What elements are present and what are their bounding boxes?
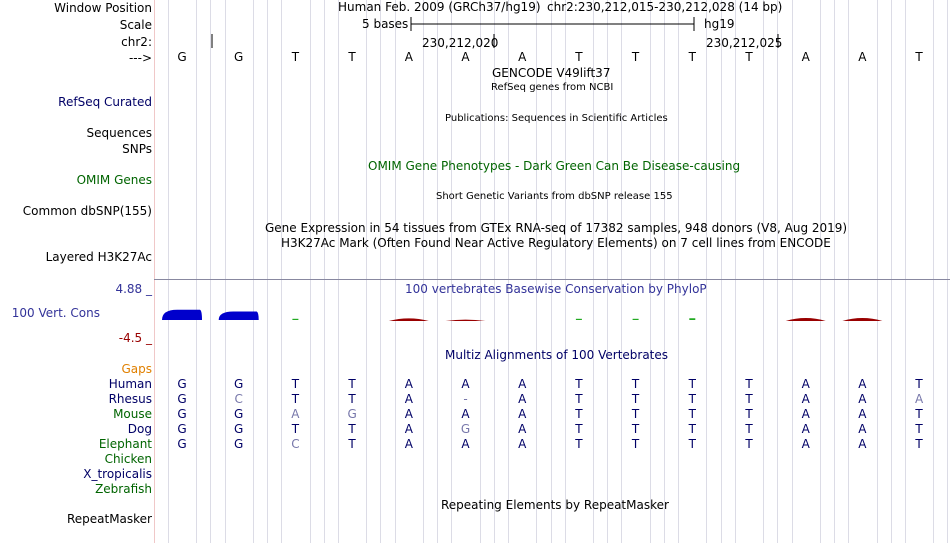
alignment-base: T	[575, 407, 583, 421]
alignment-base: T	[575, 437, 583, 451]
alignment-base: A	[461, 407, 470, 421]
alignment-base: T	[348, 422, 356, 436]
alignment-base: A	[858, 422, 867, 436]
track-label-refseq[interactable]: RefSeq Curated	[58, 95, 152, 109]
position-readout: chr2:230,212,015-230,212,028 (14 bp)	[547, 0, 783, 14]
label-strand[interactable]: --->	[128, 51, 152, 65]
alignment-base: G	[234, 407, 244, 421]
alignment-base: T	[915, 422, 923, 436]
reference-base: A	[518, 50, 527, 64]
alignment-base: G	[234, 422, 244, 436]
alignment-base: T	[688, 377, 696, 391]
alignment-base: T	[915, 407, 923, 421]
alignment-base: A	[404, 407, 413, 421]
phylop-score-glyph	[576, 319, 582, 320]
reference-base: T	[688, 50, 696, 64]
alignment-base: A	[518, 392, 527, 406]
alignment-base: A	[858, 392, 867, 406]
alignment-base: A	[404, 392, 413, 406]
species-label[interactable]: Chicken	[104, 452, 152, 466]
alignment-base: G	[177, 437, 187, 451]
alignment-base: A	[858, 377, 867, 391]
track-label-omim[interactable]: OMIM Genes	[76, 173, 152, 187]
reference-base: G	[177, 50, 187, 64]
reference-base: A	[858, 50, 867, 64]
alignment-base: A	[518, 377, 527, 391]
alignment-base: G	[347, 407, 357, 421]
alignment-base: G	[234, 377, 244, 391]
alignment-base: A	[461, 437, 470, 451]
phylop-score-glyph	[842, 318, 882, 321]
reference-base: T	[745, 50, 753, 64]
alignment-base: T	[915, 437, 923, 451]
track-title-gtex: Gene Expression in 54 tissues from GTEx RNA-seq of 17382 samples, 948 donors (V8, Aug 2019)	[265, 221, 848, 235]
track-title-refseq: RefSeq genes from NCBI	[491, 82, 614, 93]
alignment-base: T	[575, 377, 583, 391]
phylop-score-glyph	[219, 311, 259, 320]
alignment-base: A	[801, 422, 810, 436]
track-title-h3k27ac: H3K27Ac Mark (Often Found Near Active Regulatory Elements) on 7 cell lines from ENCODE	[281, 236, 831, 250]
alignment-base: T	[575, 392, 583, 406]
alignment-base: T	[688, 437, 696, 451]
alignment-base: A	[858, 437, 867, 451]
cons-axis-max: 4.88 _	[115, 282, 152, 296]
alignment-base: A	[518, 422, 527, 436]
species-label[interactable]: Human	[108, 377, 152, 391]
alignment-base: T	[291, 422, 300, 436]
assembly-title: Human Feb. 2009 (GRCh37/hg19)	[338, 0, 541, 14]
label-window-position: Window Position	[54, 1, 152, 15]
reference-base: T	[915, 50, 923, 64]
track-label-h3k27ac[interactable]: Layered H3K27Ac	[45, 250, 152, 264]
alignment-base: C	[234, 392, 243, 406]
reference-base: A	[461, 50, 470, 64]
reference-base: A	[801, 50, 810, 64]
alignment-base: T	[631, 437, 640, 451]
alignment-base: T	[745, 422, 753, 436]
alignment-base: G	[234, 437, 244, 451]
alignment-base: T	[745, 392, 753, 406]
reference-base: T	[631, 50, 640, 64]
phylop-score-glyph	[633, 319, 639, 320]
scale-label: 5 bases	[362, 17, 409, 31]
ruler-coord-2: 230,212,025	[706, 36, 783, 50]
track-title-dbsnp: Short Genetic Variants from dbSNP release 155	[436, 191, 673, 202]
species-label[interactable]: Elephant	[98, 437, 152, 451]
alignment-base: A	[518, 437, 527, 451]
phylop-score-glyph	[162, 310, 202, 320]
reference-base: A	[404, 50, 413, 64]
alignment-base: A	[404, 437, 413, 451]
track-title-multiz: Multiz Alignments of 100 Vertebrates	[445, 348, 669, 362]
alignment-base: T	[631, 392, 640, 406]
alignment-base: T	[745, 437, 753, 451]
phylop-score-glyph	[292, 319, 298, 320]
ruler-coord-1: 230,212,020	[422, 36, 499, 50]
track-title-gencode: GENCODE V49lift37	[492, 66, 611, 80]
alignment-base: A	[404, 422, 413, 436]
reference-base: T	[291, 50, 300, 64]
alignment-base: T	[631, 377, 640, 391]
alignment-base: T	[745, 407, 753, 421]
label-chrom: chr2:	[121, 35, 152, 49]
track-label-cons[interactable]: 100 Vert. Cons	[11, 306, 100, 320]
alignment-base: A	[404, 377, 413, 391]
alignment-base: A	[801, 437, 810, 451]
track-label-snps[interactable]: SNPs	[122, 142, 152, 156]
alignment-base: T	[348, 437, 356, 451]
species-label[interactable]: Mouse	[113, 407, 152, 421]
alignment-base: C	[291, 437, 300, 451]
track-title-phylop: 100 vertebrates Basewise Conservation by PhyloP	[405, 282, 707, 296]
reference-base: T	[348, 50, 356, 64]
alignment-base: -	[463, 392, 468, 406]
alignment-base: T	[348, 377, 356, 391]
label-scale: Scale	[119, 18, 152, 32]
alignment-base: A	[291, 407, 300, 421]
cons-axis-min: -4.5 _	[118, 331, 152, 345]
alignment-base: T	[688, 392, 696, 406]
phylop-score-glyph	[786, 318, 826, 321]
phylop-score-glyph	[389, 318, 429, 321]
alignment-base: G	[177, 422, 187, 436]
alignment-base: T	[291, 377, 300, 391]
alignment-base: A	[461, 377, 470, 391]
alignment-base: G	[177, 392, 187, 406]
alignment-base: G	[460, 422, 471, 436]
alignment-base: T	[348, 392, 356, 406]
species-label[interactable]: Dog	[127, 422, 152, 436]
alignment-base: A	[801, 392, 810, 406]
alignment-base: T	[631, 407, 640, 421]
alignment-base: T	[688, 407, 696, 421]
alignment-base: A	[914, 392, 924, 406]
reference-base: T	[575, 50, 583, 64]
alignment-base: G	[177, 407, 187, 421]
species-label[interactable]: X_tropicalis	[83, 467, 152, 481]
alignment-base: A	[801, 407, 810, 421]
reference-base: G	[234, 50, 244, 64]
track-label-dbsnp[interactable]: Common dbSNP(155)	[22, 204, 152, 218]
track-title-publications: Publications: Sequences in Scientific Articles	[445, 113, 668, 124]
alignment-base: T	[631, 422, 640, 436]
track-label-repeatmasker[interactable]: RepeatMasker	[66, 512, 152, 526]
alignment-base: A	[801, 377, 810, 391]
alignment-base: A	[518, 407, 527, 421]
alignment-base: A	[858, 407, 867, 421]
phylop-score-glyph	[446, 320, 486, 321]
alignment-base: T	[915, 377, 923, 391]
alignment-base: T	[291, 392, 300, 406]
track-title-omim: OMIM Gene Phenotypes - Dark Green Can Be Disease-causing	[368, 159, 741, 173]
alignment-base: T	[575, 422, 583, 436]
track-label-gaps[interactable]: Gaps	[121, 362, 152, 376]
track-label-sequences[interactable]: Sequences	[86, 126, 152, 140]
species-label[interactable]: Rhesus	[108, 392, 152, 406]
alignment-base: G	[177, 377, 187, 391]
phylop-score-glyph	[689, 318, 695, 320]
scale-db-label: hg19	[704, 17, 735, 31]
species-label[interactable]: Zebrafish	[95, 482, 152, 496]
alignment-base: T	[688, 422, 696, 436]
alignment-base: T	[745, 377, 753, 391]
track-title-repeatmasker: Repeating Elements by RepeatMasker	[441, 498, 669, 512]
